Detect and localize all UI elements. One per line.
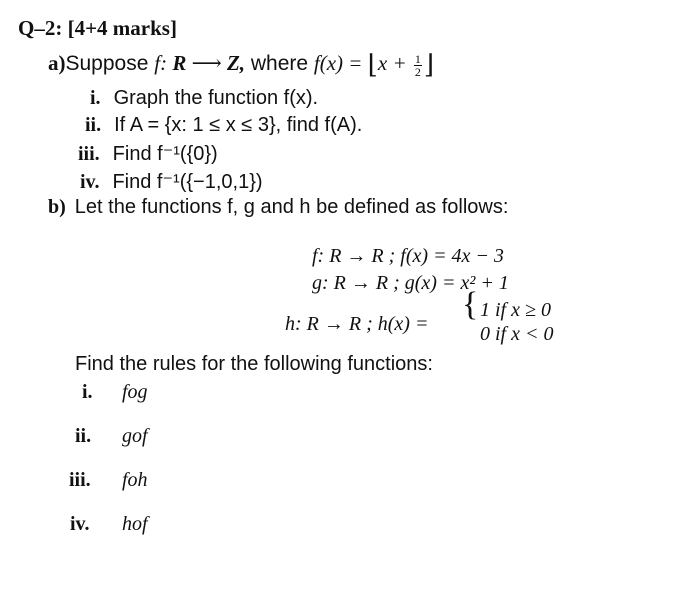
rule-2 bbox=[75, 425, 148, 448]
part-b-line bbox=[48, 196, 508, 219]
part-b-label: b) bbox=[48, 196, 66, 218]
item-number: i. bbox=[90, 87, 101, 109]
map-symbol: f: bbox=[154, 51, 173, 75]
part-a-item-2 bbox=[85, 114, 362, 137]
def-f: f: R → R ; f(x) = 4x − 3 bbox=[312, 245, 504, 267]
arrow-symbol: ⟶ bbox=[186, 51, 227, 75]
rule-expr: foh bbox=[122, 469, 148, 491]
question-header: Q–2: [4+4 marks] bbox=[18, 16, 177, 40]
item-number: iii. bbox=[78, 143, 100, 165]
def-h-lhs: h: R → R ; h(x) = bbox=[285, 313, 429, 335]
item-text: Find f⁻¹({0}) bbox=[112, 143, 218, 165]
def-g: g: R → R ; g(x) = x² + 1 bbox=[312, 272, 509, 294]
part-a-text: Suppose bbox=[65, 52, 155, 75]
fraction-denominator: 2 bbox=[414, 64, 421, 79]
half-fraction bbox=[414, 53, 422, 78]
rule-4 bbox=[70, 513, 148, 536]
floor-close: ⌋ bbox=[423, 50, 435, 79]
codomain-set: Z, bbox=[226, 51, 246, 75]
item-number: iv. bbox=[80, 171, 100, 193]
rule-number: iv. bbox=[70, 513, 90, 535]
rule-expr: hof bbox=[122, 513, 148, 535]
rule-expr: fog bbox=[122, 381, 148, 403]
brace-symbol: { bbox=[462, 286, 479, 323]
case-2: 0 if x < 0 bbox=[480, 323, 554, 345]
where-text: where bbox=[245, 52, 314, 75]
item-text: Graph the function f(x). bbox=[113, 87, 319, 109]
part-a-item-4 bbox=[80, 169, 263, 194]
part-b-intro: Let the functions f, g and h be defined as follows: bbox=[74, 196, 509, 218]
part-a-item-1 bbox=[90, 87, 318, 110]
part-a-item-3 bbox=[78, 141, 218, 166]
cases-block bbox=[480, 298, 554, 346]
rule-number: i. bbox=[82, 381, 93, 403]
rule-number: ii. bbox=[75, 425, 92, 447]
domain-set: R bbox=[172, 51, 187, 75]
item-number: ii. bbox=[85, 114, 102, 136]
rule-3 bbox=[69, 469, 148, 492]
floor-open: ⌊ bbox=[367, 50, 378, 79]
piecewise-cases bbox=[462, 286, 602, 352]
part-a-line bbox=[48, 50, 434, 80]
item-text: Find f⁻¹({−1,0,1}) bbox=[112, 171, 263, 193]
part-a-label: a) bbox=[48, 51, 66, 75]
case-1: 1 if x ≥ 0 bbox=[480, 299, 551, 321]
rule-number: iii. bbox=[69, 469, 91, 491]
floor-var: x + bbox=[377, 51, 412, 75]
rule-1 bbox=[82, 381, 148, 404]
item-text: If A = {x: 1 ≤ x ≤ 3}, find f(A). bbox=[114, 114, 363, 136]
fx-expr: f(x) = bbox=[313, 51, 368, 75]
find-rules-text: Find the rules for the following functions: bbox=[75, 353, 433, 375]
rule-expr: gof bbox=[122, 425, 148, 447]
fraction-numerator: 1 bbox=[414, 51, 421, 66]
